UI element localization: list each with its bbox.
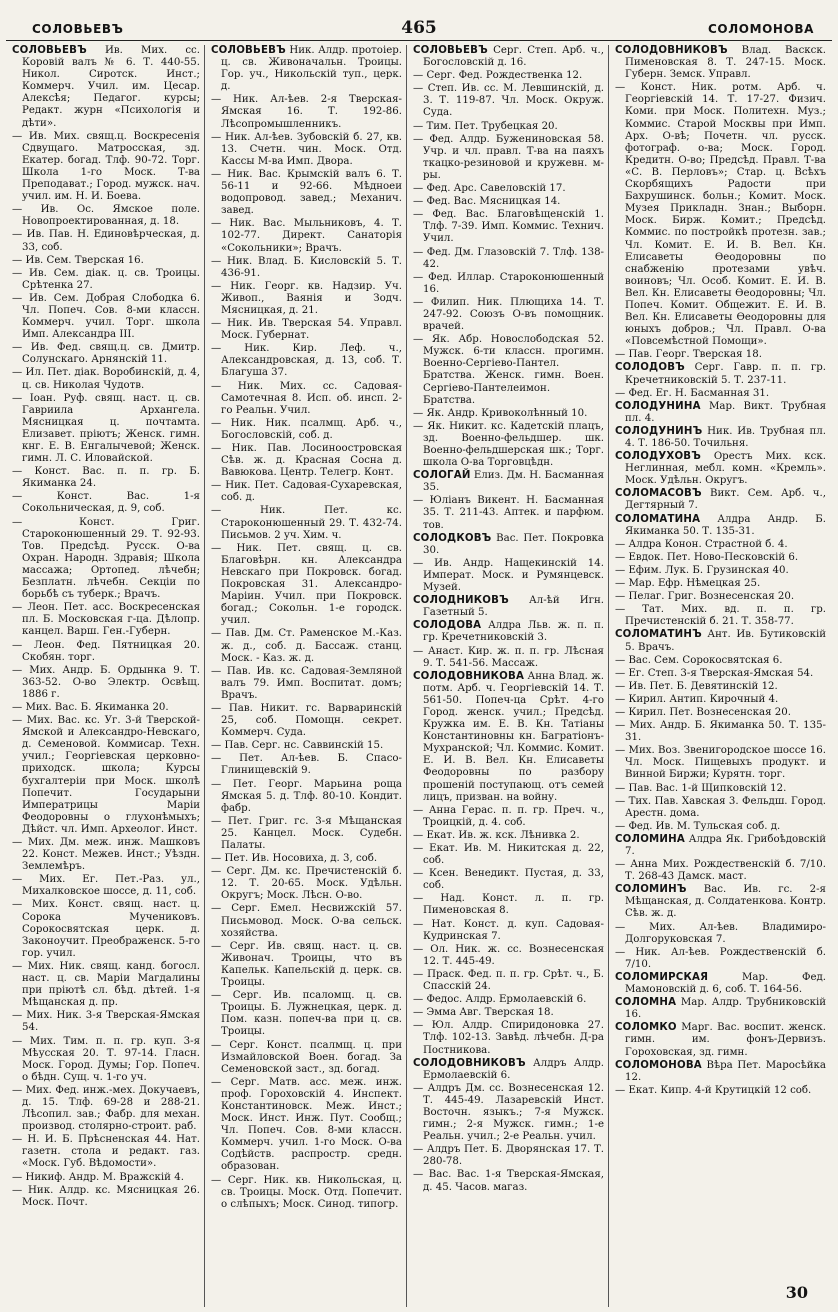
entry-surname: СОЛОМИНА: [615, 833, 685, 845]
directory-entry: [211, 1175, 402, 1211]
entry-text: Мар. Алдр. Трубниковскiй 16.: [625, 997, 826, 1021]
directory-entry: [615, 859, 826, 883]
directory-entry: [615, 707, 826, 719]
directory-entry: [615, 997, 826, 1021]
directory-entry: [211, 866, 402, 902]
directory-entry: [413, 919, 604, 943]
directory-entry: [615, 451, 826, 487]
directory-entry: [615, 552, 826, 564]
entry-surname: СОЛОДУНИНЪ: [615, 425, 703, 437]
directory-entry: [413, 1020, 604, 1056]
directory-entry: [615, 82, 826, 348]
entry-text: Вас. Ив. гс. 2-я Мѣщанская, д. Солдатенкова. Контр. Сѣв. ж. д.: [625, 884, 826, 920]
directory-entry: [615, 539, 826, 551]
directory-entry: [413, 1007, 604, 1019]
directory-entry: [12, 1185, 200, 1209]
directory-entry: [413, 805, 604, 829]
entry-text: Як. Абр. Новослободская 52. Мужск. 6-ти классн. прогимн. Военно-Сергiево-Пантел. Братства. Женск. гимн. Воен. Сергiево-Пантелеимон. Братства.: [423, 334, 604, 406]
entry-text: Конст. Григ. Староконюшенный 29. Т. 92-93. Тов. Предсѣд. Русск. О-ва Охран. Народн. Здравiя; Школа массажа; Ортопед. лѣчебн; Безплатн. лѣчебн. Секцiи по борьбѣ съ туберк.; Врачъ.: [22, 516, 200, 601]
entry-text: Як. Никит. кс. Кадетскiй плацъ, зд. Военно-фельдшер. шк. Военно-фельдшерская шк.; Торг. школа О-ва Торговцѣдн.: [423, 420, 604, 469]
directory-entry: [615, 1022, 826, 1058]
entry-text: Конст. Ник. ротм. Арб. ч. Георгiевскiй 14. Т. 17-27. Физич. Коми. при Моск. Политехн. Муз.; Коммис. Старой Москвы при Имп. Арх. О-вѣ; Почетн. чл. русск. фотограф. о-ва; Моск. Город. Кредитн. О-во; Предсѣд. Правл. Т-ва «С. В. Перловъ»; Стар. ц. Всѣхъ Скорбящихъ Радости при Бахрушинск. больн.; Комит. Моск. Музея Прикладн. Знан.; Выборн. Моск. Бирж. Комит.; Предсѣд. Коммис. по постройкѣ протезн. зав.; Чл. Комит. Е. И. В. Вел. Кн. Елисаветы Өеодоровны по снабженiю протезами увѣч. воиновъ; Чл. Особ. Комит. Е. И. В. Вел. Кн. Елисаветы Өеодоровны; Чл. Попеч. Комит. Общежит. Е. И. В. Вел. Кн. Елисаветы Өеодоровны для юныхъ добров.; Чл. Правл. О-ва «Повсемѣстной Помощи».: [625, 82, 826, 348]
entry-text: Екат. Ив. М. Никитская д. 22, соб.: [423, 843, 604, 867]
page-number: 465: [401, 18, 437, 38]
directory-entry: [211, 443, 402, 479]
directory-entry: [12, 640, 200, 664]
entry-text: Ал-ѣй Игн. Газетный 5.: [423, 595, 604, 619]
directory-entry: [413, 272, 604, 296]
entry-text: Ник. Вас. Крымскiй валъ 6. Т. 56-11 и 92-66. Мѣдноеи водопровод. завед.; Механич. завед.: [221, 168, 402, 217]
directory-entry: [211, 45, 402, 93]
directory-entry: [413, 1144, 604, 1168]
directory-entry: [413, 421, 604, 469]
directory-entry: [615, 362, 826, 386]
directory-entry: [615, 401, 826, 425]
entry-surname: СОЛОМКО: [615, 1022, 677, 1034]
entry-text: Мих. Тим. п. п. гр. куп. 3-я Мѣусская 20. Т. 97-14. Гласн. Моск. Город. Думы; Гор. Попеч. о бѣдн. Сущ. ч. 1-го уч.: [22, 1035, 200, 1083]
entry-text: Пет. Ив. Носовиха, д. 3, соб.: [224, 853, 378, 865]
directory-entry: [615, 45, 826, 81]
directory-entry: [12, 837, 200, 873]
sheet-number: 30: [785, 1283, 808, 1302]
entry-text: Фед. Дм. Глазовскiй 7. Тлф. 138-42.: [423, 246, 604, 270]
directory-entry: [413, 83, 604, 119]
column-2: [204, 45, 406, 1307]
entry-text: Як. Андр. Кривоколѣнный 10.: [426, 407, 588, 419]
entry-text: Анаст. Кир. ж. п. п. гр. Лѣсная 9. Т. 541-56. Массаж.: [423, 645, 604, 669]
entry-text: Конст. Вас. 1-я Сокольническая, д. 9, соб.: [22, 491, 200, 515]
directory-entry: [12, 293, 200, 341]
entry-surname: СОЛОВЬЕВЪ: [211, 45, 286, 56]
entry-text: Ник. Вас. Мыльниковъ, 4. Т. 102-77. Директ. Санаторiя «Сокольники»; Врачъ.: [221, 218, 402, 254]
directory-entry: [413, 843, 604, 867]
entry-text: Ник. Влад. Б. Кисловскiй 5. Т. 436-91.: [221, 255, 402, 279]
entry-text: Тих. Пав. Хавская 3. Фельдш. Город. Арестн. дома.: [625, 795, 826, 819]
directory-entry: [211, 703, 402, 739]
entry-text: Ксен. Венедикт. Пустая, д. 33, соб.: [423, 868, 604, 892]
entry-text: Влад. Васкск. Пименовская 8. Т. 247-15. Моск. Губерн. Земск. Управл.: [625, 45, 826, 81]
directory-entry: [211, 218, 402, 254]
entry-surname: СОЛОДОВНИКОВЪ: [615, 45, 728, 56]
directory-entry: [413, 1169, 604, 1193]
directory-entry: [615, 720, 826, 744]
directory-entry: [615, 783, 826, 795]
entry-text: Ив. Сем. дiак. ц. св. Троицы. Срѣтенка 27.: [22, 267, 200, 291]
entry-surname: СОЛОМАТИНА: [615, 513, 701, 525]
entry-text: Ник. Ал-ѣев. 2-я Тверская-Ямская 16. Т. 192-86. Лѣсопромышленникъ.: [221, 94, 402, 130]
entry-text: Алдра Конон. Страстной б. 4.: [628, 538, 788, 550]
entry-text: Алдръ Пет. Б. Дворянская 17. Т. 280-78.: [423, 1144, 604, 1168]
entry-text: Екат. Ив. ж. кск. Лѣнивка 2.: [426, 829, 580, 841]
directory-entry: [211, 816, 402, 852]
directory-entry: [211, 132, 402, 168]
entry-text: Серг. Фед. Рождественка 12.: [426, 70, 583, 82]
entry-text: Ив. Мих. сс. Коровiй валъ № 6. Т. 440-55. Никол. Сиротск. Инст.; Коммерч. Учил. им. Цесар. Алексѣя; Педагог. курсы; Редакт. журн «Психологiя и дѣти».: [22, 45, 200, 129]
entry-text: Пав. Никит. гс. Варваринскiй 25, соб. Помощн. секрет. Коммерч. Суда.: [221, 702, 402, 739]
directory-entry: [615, 578, 826, 590]
directory-entry: [413, 45, 604, 69]
directory-entry: [615, 821, 826, 833]
entry-text: Ник. Алдр. кс. Мясницкая 26. Моск. Почт.: [22, 1184, 200, 1208]
entry-text: Мих. Андр. Б. Ордынка 9. Т. 363-52. О-во Электр. Освѣщ. 1886 г.: [22, 664, 200, 700]
page-header: [6, 0, 832, 41]
entry-text: Серг. Гавр. п. п. гр. Кречетниковскiй 5. Т. 237-11.: [625, 362, 826, 386]
entry-surname: СОЛОДНИКОВЪ: [413, 595, 509, 607]
entry-text: Фед. Вас. Благовѣщенскiй 1. Тлф. 7-39. Имп. Коммис. Технич. Учил.: [423, 209, 604, 245]
entry-text: Кирил. Пет. Вознесенская 20.: [628, 706, 791, 718]
directory-entry: [211, 779, 402, 815]
directory-entry: [615, 1060, 826, 1084]
entry-text: Ник. Пет. Садовая-Сухаревская, соб. д.: [221, 480, 402, 504]
entry-text: Леон. Пет. асс. Воскресенская пл. Б. Московская г-ца. Дѣлопр. канцел. Варш. Ген.-Губерн.: [22, 602, 200, 638]
directory-entry: [12, 1036, 200, 1084]
entry-text: Мих. Фед. инж.-мех. Докучаевъ, д. 15. Тлф. 69-28 и 288-21. Лѣсопил. зав.; Фабр. для механ. производ. столярно-строит. раб.: [22, 1084, 200, 1133]
directory-entry: [12, 1134, 200, 1170]
entry-text: Серг. Степ. Арб. ч., Богословскiй д. 16.: [423, 45, 604, 69]
entry-text: Пет. Георг. Марьина роща Ямская 5. д. Тлф. 80-10. Кондит. фабр.: [221, 778, 402, 814]
directory-entry: [413, 470, 604, 494]
directory-entry: [615, 947, 826, 971]
entry-text: Ив. Фед. свящ.ц. св. Дмитр. Солунскаго. Арнянскiй 11.: [22, 342, 200, 366]
directory-entry: [615, 972, 826, 996]
entry-text: Ник. Ив. Тверская 54. Управл. Моск. Губернат.: [221, 318, 403, 342]
entry-text: Пав. Дм. Ст. Раменское М.-Каз. ж. д., соб. д. Басcаж. станц. Моск. - Каз. ж. д.: [221, 628, 402, 664]
entry-text: Степ. Ив. сс. М. Левшинскiй, д. 3. Т. 119-87. Чл. Моск. Окруж. Суда.: [423, 83, 604, 119]
entry-surname: СОЛОДКОВЪ: [413, 532, 492, 544]
entry-text: Мар. Фед. Мамоновскiй д. 6, соб. Т. 164-56.: [625, 971, 826, 996]
entry-text: Пет. Ал-ѣев. Б. Спасо-Глинищевскiй 9.: [221, 753, 402, 777]
entry-text: Елиз. Дм. Н. Басманная 35.: [423, 470, 604, 494]
entry-text: Екат. Кипр. 4-й Крутицкiй 12 соб.: [628, 1084, 812, 1096]
directory-entry: [12, 602, 200, 638]
directory-entry: [413, 1058, 604, 1082]
directory-entry: [413, 121, 604, 133]
entry-surname: СОЛОМИРСКАЯ: [615, 971, 709, 983]
entry-text: Пав. Вас. 1-й Щипковскiй 12.: [628, 782, 787, 794]
entry-text: Ив. Сем. Тверская 16.: [25, 254, 144, 266]
columns: [6, 45, 832, 1307]
entry-text: Фед. Арс. Савеловскiй 17.: [426, 183, 566, 195]
entry-text: Ник. Пет. кс. Староконюшенный 29. Т. 432-74. Письмов. 2 уч. Хим. ч.: [221, 505, 402, 541]
entry-text: Ив. Сем. Добрая Слободка 6. Чл. Попеч. Сов. 8-ми классн. Коммерч. учил. Торг. школа Имп. Александра III.: [22, 292, 200, 341]
directory-entry: [12, 874, 200, 898]
directory-entry: [413, 646, 604, 670]
directory-entry: [12, 1010, 200, 1034]
entry-text: Фед. Иллар. Староконюшенный 16.: [423, 271, 604, 295]
entry-text: Ол. Ник. ж. сс. Вознесенская 12. Т. 445-49.: [423, 943, 604, 967]
directory-entry: [413, 868, 604, 892]
entry-text: Ив. Мих. свящ.ц. Воскресенiя Сдвущаго. Матросская, зд. Екатер. богад. Тлф. 90-72. Торг. Школа 1-го Моск. Т-ва Преподават.; Город. мужск. нач. учил. им. Н. И. Боева.: [22, 130, 200, 203]
directory-entry: [615, 349, 826, 361]
directory-entry: [211, 543, 402, 628]
entry-text: Нат. Конст. д. куп. Садовая-Кудринская 7.: [423, 918, 604, 942]
directory-entry: [615, 488, 826, 512]
entry-surname: СОЛОВЬЕВЪ: [413, 45, 488, 56]
directory-entry: [211, 381, 402, 417]
directory-entry: [615, 591, 826, 603]
directory-entry: [12, 204, 200, 228]
directory-entry: [12, 255, 200, 267]
directory-entry: [12, 1172, 200, 1184]
entry-text: Фед. Ег. Н. Басманная 31.: [628, 387, 770, 399]
entry-text: Ник. Алдр. протоiер. ц. св. Живоначальн. Троицы. Гор. уч., Никольскiй туп., церк. д.: [221, 45, 402, 93]
entry-text: Ник. Ал-ѣев. Зубовскiй б. 27, кв. 13. Счетн. чин. Моск. Отд. Кассы М-ва Имп. Двора.: [221, 131, 402, 167]
directory-entry: [12, 517, 200, 602]
entry-text: Серг. Ив. псаломщ. ц. св. Троицы. Б. Лужнецкая, церк. д. Пом. казн. попеч-ва при ц. св. Троицы.: [221, 990, 402, 1038]
directory-entry: [615, 655, 826, 667]
directory-entry: [615, 629, 826, 653]
directory-entry: [211, 1077, 402, 1174]
entry-text: Фед. Ив. М. Тульская соб. д.: [628, 820, 781, 832]
directory-entry: [413, 595, 604, 619]
directory-entry: [211, 740, 402, 752]
directory-entry: [413, 1083, 604, 1143]
directory-entry: [413, 334, 604, 407]
entry-text: Мих. Вас. Б. Якиманка 20.: [25, 701, 169, 713]
entry-text: Анна Герас. п. п. гр. Преч. ч., Троицкiй, д. 4. соб.: [423, 804, 604, 828]
column-1: [6, 45, 204, 1307]
entry-text: Вас. Пет. Покровка 30.: [423, 532, 604, 556]
directory-entry: [211, 343, 402, 379]
directory-entry: [211, 318, 402, 342]
entry-surname: СОЛОМНА: [615, 997, 677, 1009]
directory-entry: [12, 715, 200, 836]
entry-text: Орестъ Мих. кск. Неглинная, мебл. комн. «Кремль». Моск. Удѣльн. Округъ.: [625, 451, 826, 487]
directory-entry: [615, 1085, 826, 1097]
entry-text: Вѣра Пет. Маросѣйка 12.: [625, 1059, 826, 1083]
entry-text: Серг. Матв. асс. меж. инж. проф. Гороховскiй 4. Инспект. Константиновск. Меж. Инст.; Моск. Инст. Инж. Пут. Сообщ.; Чл. Попеч. Сов. 8-ми классн. Коммерч. учил. 1-го Моск. О-ва Содѣйств. распростр. средн. образован.: [221, 1076, 402, 1173]
entry-text: Евдок. Пет. Ново-Песковскiй 6.: [628, 551, 799, 563]
directory-entry: [413, 558, 604, 594]
directory-entry: [12, 665, 200, 701]
entry-text: Тат. Мих. вд. п. п. гр. Пречистенскiй б. 21. Т. 358-77.: [625, 604, 826, 628]
entry-text: Анна Мих. Рождественскiй б. 7/10. Т. 268-43 Дамск. маст.: [625, 859, 826, 883]
directory-entry: [413, 247, 604, 271]
directory-entry: [12, 393, 200, 466]
directory-entry: [211, 628, 402, 664]
directory-entry: [12, 491, 200, 515]
directory-entry: [12, 342, 200, 366]
entry-text: Викт. Сем. Арб. ч., Дегтярный 7.: [625, 488, 826, 512]
directory-entry: [211, 281, 402, 317]
entry-text: Ник. Ив. Трубная пл. 4. Т. 186-50. Точильня.: [625, 425, 826, 449]
directory-entry: [211, 418, 402, 442]
directory-entry: [615, 604, 826, 628]
entry-text: Мих. Вас. кс. Уг. 3-й Тверской-Ямской и Александро-Невскаго, д. Семеновой. Коммисар. Техн. учил.; Георгiевская церковно-приходск. школа; Курсы бухгалтерiи при Моск. школѣ Попечит. Государыни Императрицы Марiи Феодоровны о глухонѣмыхъ; Дѣйст. чл. Имп. Археолог. Инст.: [22, 715, 200, 835]
entry-text: Серг. Ив. свящ. наст. ц. св. Живонач. Троицы, что въ Капельк. Капельскiй д. церк. св. Троицы.: [221, 940, 402, 989]
entry-text: Ег. Степ. 3-я Тверская-Ямская 54.: [628, 667, 814, 679]
directory-entry: [615, 514, 826, 538]
directory-entry: [12, 131, 200, 204]
directory-entry: [211, 990, 402, 1038]
entry-text: Фед. Алдр. Бужениновская 58. Учр. и чл. правл. Т-ва на паяхъ ткацко-резиновой и кружевн. м-ры.: [423, 133, 605, 181]
directory-entry: [413, 70, 604, 82]
entry-text: Ив. Пет. Б. Девятинскiй 12.: [628, 680, 778, 692]
entry-text: Мих. Воз. Звенигородское шоссе 16. Чл. Моск. Пищевыхъ продукт. и Винной Биржи; Курятн. торг.: [625, 745, 826, 781]
entry-text: Ив. Пав. Н. Единовѣрческая, д. 33, соб.: [22, 229, 200, 253]
entry-text: Анна Влад. ж. потм. Арб. ч. Георгiевскiй 14. Т. 561-50. Попеч-ца Срѣт. 4-го Город. женск. учил.; Предсѣд. Кружка им. Е. В. Кн. Татiаны Константиновны кн. Багратiонъ-Мухранской; Чл. Коммис. Комит. Е. И. В. Вел. Кн. Елисаветы Феодоровны по разбору прошенiй поступающ. отъ семей лицъ, призван. на войну.: [423, 670, 604, 803]
directory-entry: [211, 505, 402, 541]
entry-surname: СОЛОМОНОВА: [615, 1059, 702, 1071]
entry-text: Юлiанъ Викент. Н. Басманная 35. Т. 211-43. Аптек. и парфюм. тов.: [423, 495, 604, 531]
directory-entry: [12, 1085, 200, 1133]
directory-entry: [413, 533, 604, 557]
entry-surname: СОЛОДУХОВЪ: [615, 451, 702, 463]
directory-entry: [615, 884, 826, 920]
entry-text: Серг. Ник. кв. Никольская, ц. св. Троицы. Моск. Отд. Попечит. о слѣпыхъ; Моск. Синод. типогр.: [221, 1174, 402, 1210]
directory-entry: [12, 367, 200, 391]
entry-text: Ил. Пет. дiак. Воробинскiй, д. 4, ц. св. Николая Чудотв.: [22, 367, 200, 391]
entry-text: Никиф. Андр. М. Вражскiй 4.: [25, 1171, 184, 1183]
entry-text: Серг. Емел. Несвижскiй 57. Письмовод. Моск. О-ва сельск. хозяйства.: [221, 903, 402, 939]
entry-surname: СОЛОДУНИНА: [615, 400, 701, 412]
directory-entry: [211, 666, 402, 702]
directory-entry: [615, 388, 826, 400]
entry-surname: СОЛОМИНЪ: [615, 884, 687, 896]
entry-text: Вас. Вас. 1-я Тверская-Ямская, д. 45. Часов. магаз.: [423, 1169, 604, 1193]
entry-text: Эмма Авг. Тверская 18.: [426, 1007, 554, 1019]
header-right-keyword: СОЛОМОНОВА: [708, 22, 814, 36]
entry-text: Ник. Пав. Лосиноостровская Сѣв. ж. д. Красная Сосна д. Вавюкова. Центр. Телегр. Конт.: [221, 443, 402, 479]
entry-text: Пав. Серг. нс. Саввинскiй 15.: [224, 740, 384, 752]
directory-entry: [615, 796, 826, 820]
column-3: [406, 45, 608, 1307]
directory-entry: [413, 969, 604, 993]
entry-text: Юл. Алдр. Спиридоновка 27. Тлф. 102-13. Завѣд. лѣчебн. Д-ра Постникова.: [423, 1020, 604, 1056]
directory-entry: [615, 668, 826, 680]
entry-text: Кирил. Антип. Кирочный 4.: [628, 693, 779, 705]
directory-entry: [211, 1040, 402, 1076]
directory-entry: [615, 681, 826, 693]
entry-text: Пелаг. Григ. Вознесенская 20.: [628, 591, 795, 603]
directory-entry: [211, 753, 402, 777]
directory-entry: [211, 903, 402, 939]
entry-text: Тим. Пет. Трубецкая 20.: [426, 120, 558, 132]
entry-surname: СОЛОГАЙ: [413, 470, 471, 482]
directory-entry: [615, 694, 826, 706]
directory-entry: [211, 169, 402, 217]
entry-text: Мар. Ефр. Нѣмецкая 25.: [628, 578, 761, 590]
entry-text: Ант. Ив. Бутиковскiй 5. Врачъ.: [625, 629, 826, 653]
entry-text: Вас. Сем. Сорокосвятская 6.: [628, 654, 783, 666]
entry-text: Праск. Фед. п. п. гр. Срѣт. ч., Б. Спасскiй 24.: [423, 968, 604, 993]
entry-text: Мих. Ник. свящ. канд. богосл. наст. ц. св. Марiи Магдалины при прiютѣ сл. бѣд. дѣтей. 1-я Мѣщанская д. пр.: [22, 960, 200, 1009]
directory-entry: [413, 209, 604, 245]
directory-entry: [615, 834, 826, 858]
directory-entry: [413, 196, 604, 208]
directory-entry: [615, 565, 826, 577]
entry-text: Фед. Вас. Мясницкая 14.: [426, 196, 561, 208]
directory-entry: [211, 94, 402, 130]
directory-entry: [413, 495, 604, 531]
entry-text: Ник. Ал-ѣев. Рождественскiй б. 7/10.: [625, 946, 826, 970]
entry-text: Федос. Алдр. Ермолаевскiй 6.: [426, 994, 587, 1006]
entry-text: Мих. Ег. Пет.-Раз. ул., Михалковское шоссе, д. 11, соб.: [22, 874, 201, 898]
entry-text: Филип. Ник. Плющиха 14. Т. 247-92. Союзъ О-въ помощник. врачей.: [423, 296, 605, 333]
directory-entry: [413, 183, 604, 195]
entry-text: Пав. Георг. Тверская 18.: [628, 349, 762, 361]
directory-entry: [615, 922, 826, 946]
directory-entry: [413, 620, 604, 644]
entry-surname: СОЛОМАТИНЪ: [615, 629, 702, 641]
entry-text: Алдръ Дм. сс. Вознесенская 12. Т. 445-49. Лазаревскiй Инст. Восточн. языкъ.; 7-я Мужск. гимн.; 2-я Мужск. гимн.; 1-е Реальн. учил.; 2-е Реальн. учил.: [423, 1082, 604, 1143]
directory-entry: [12, 466, 200, 490]
directory-entry: [211, 941, 402, 989]
entry-text: Ефим. Лук. Б. Грузинская 40.: [628, 564, 789, 576]
directory-entry: [12, 899, 200, 959]
entry-surname: СОЛОДОВНИКОВЪ: [413, 1057, 526, 1069]
directory-entry: [413, 944, 604, 968]
directory-entry: [211, 256, 402, 280]
entry-text: Ив. Ос. Ямское поле. Новопроектированная, д. 18.: [22, 204, 200, 228]
directory-entry: [413, 830, 604, 842]
directory-entry: [211, 853, 402, 865]
directory-entry: [413, 671, 604, 804]
entry-text: Мих. Конст. свящ. наст. ц. Сорока Мучениковъ. Сорокосвятская церк. д. Законоучит. Преображенск. 5-го гор. учил.: [22, 899, 200, 959]
entry-text: Ив. Андр. Нащекинскiй 14. Императ. Моск. и Румянцевск. Музей.: [423, 557, 604, 594]
entry-surname: СОЛОМАСОВЪ: [615, 488, 702, 500]
entry-text: Мих. Ник. 3-я Тверская-Ямская 54.: [22, 1010, 200, 1034]
entry-text: Алдра Льв. ж. п. п. гр. Кречетниковскiй 3.: [423, 620, 604, 644]
entry-text: Серг. Конст. псалмщ. ц. при Измайловской Воен. богад. За Семеновской заст., зд. богад.: [221, 1039, 402, 1075]
entry-text: Леон. Фед. Пятницкая 20. Скобян. торг.: [22, 639, 200, 663]
directory-entry: [413, 134, 604, 182]
entry-text: Н. И. Б. Прѣсненская 44. Нат. газетн. стола и редакт. газ. «Моск. Губ. Вѣдомости».: [22, 1134, 200, 1170]
entry-text: Алдра Як. Грибоѣдовскiй 7.: [625, 833, 826, 857]
directory-entry: [413, 893, 604, 917]
entry-surname: СОЛОДОВА: [413, 620, 482, 632]
directory-entry: [211, 480, 402, 504]
entry-text: Мар. Викт. Трубная пл. 4.: [625, 400, 826, 424]
directory-entry: [615, 426, 826, 450]
entry-text: Над. Конст. л. п. гр. Пименовская 8.: [423, 893, 604, 917]
directory-entry: [413, 297, 604, 333]
entry-text: Iоан. Руф. свящ. наст. ц. св. Гавриила Архангела. Мясницкая ц. почтамта. Елизавет. прiютъ; Женск. гимн. кнг. Е. В. Енгалычевой; Женск. гимн. Л. С. Иловайской.: [22, 392, 200, 465]
header-left-keyword: СОЛОВЬЕВЪ: [32, 22, 124, 36]
directory-entry: [12, 45, 200, 130]
entry-text: Марг. Вас. воспит. женск. гимн. им. фонъ-Дервизъ. Гороховская, зд. гимн.: [625, 1022, 826, 1058]
entry-text: Мих. Ал-ѣев. Владимиро-Долгоруковская 7.: [625, 921, 826, 945]
entry-text: Пет. Григ. гс. 3-я Мѣщанская 25. Канцел. Моск. Судебн. Палаты.: [221, 815, 402, 851]
entry-text: Конст. Вас. п. п. гр. Б. Якиманка 24.: [22, 466, 200, 490]
directory-entry: [615, 745, 826, 781]
entry-text: Мих. Дм. меж. инж. Машковъ 22. Конст. Межев. Инст.; Уѣздн. Землемѣръ.: [22, 837, 200, 873]
directory-entry: [12, 702, 200, 714]
entry-text: Ник. Пет. свящ. ц. св. Благовѣрн. кн. Александра Невскаго при Покровск. богад. Покровская 31. Александро-Марiин. Учил. при Покровск. богад.; Сокольн. 1-е городск. учил.: [221, 542, 402, 627]
entry-surname: СОЛОВЬЕВЪ: [12, 45, 87, 56]
entry-text: Ник. Георг. кв. Надзир. Уч. Живоп., Ваянiя и Зодч. Мясницкая, д. 21.: [221, 280, 402, 316]
entry-text: Алдра Андр. Б. Якиманка 50. Т. 135-31.: [625, 513, 826, 537]
directory-entry: [413, 408, 604, 420]
directory-entry: [12, 268, 200, 292]
entry-text: Ник. Ник. псалмщ. Арб. ч., Богословскiй, соб. д.: [221, 417, 402, 441]
entry-surname: СОЛОДОВЪ: [615, 362, 685, 374]
entry-text: Серг. Дм. кс. Пречистенскiй б. 12. Т. 20-65. Моск. Удѣльн. Округъ; Моск. Лѣсн. О-во.: [221, 866, 402, 902]
entry-text: Алдръ Алдр. Ермолаевскiй 6.: [423, 1057, 604, 1081]
column-4: [608, 45, 830, 1307]
directory-entry: [413, 994, 604, 1006]
entry-text: Ник. Кир. Леф. ч., Александровская, д. 13, соб. Т. Благуша 37.: [221, 343, 402, 379]
directory-entry: [12, 229, 200, 253]
directory-entry: [12, 961, 200, 1009]
entry-text: Мих. Андр. Б. Якиманка 50. Т. 135-31.: [625, 720, 826, 744]
entry-surname: СОЛОДОВНИКОВА: [413, 670, 525, 682]
entry-text: Пав. Ив. кс. Садовая-Земляной валъ 79. Имп. Воспитат. домъ; Врачъ.: [221, 665, 402, 701]
entry-text: Ник. Мих. сс. Садовая-Самотечная 8. Исп. об. инсп. 2-го Реальн. Учил.: [221, 380, 402, 416]
